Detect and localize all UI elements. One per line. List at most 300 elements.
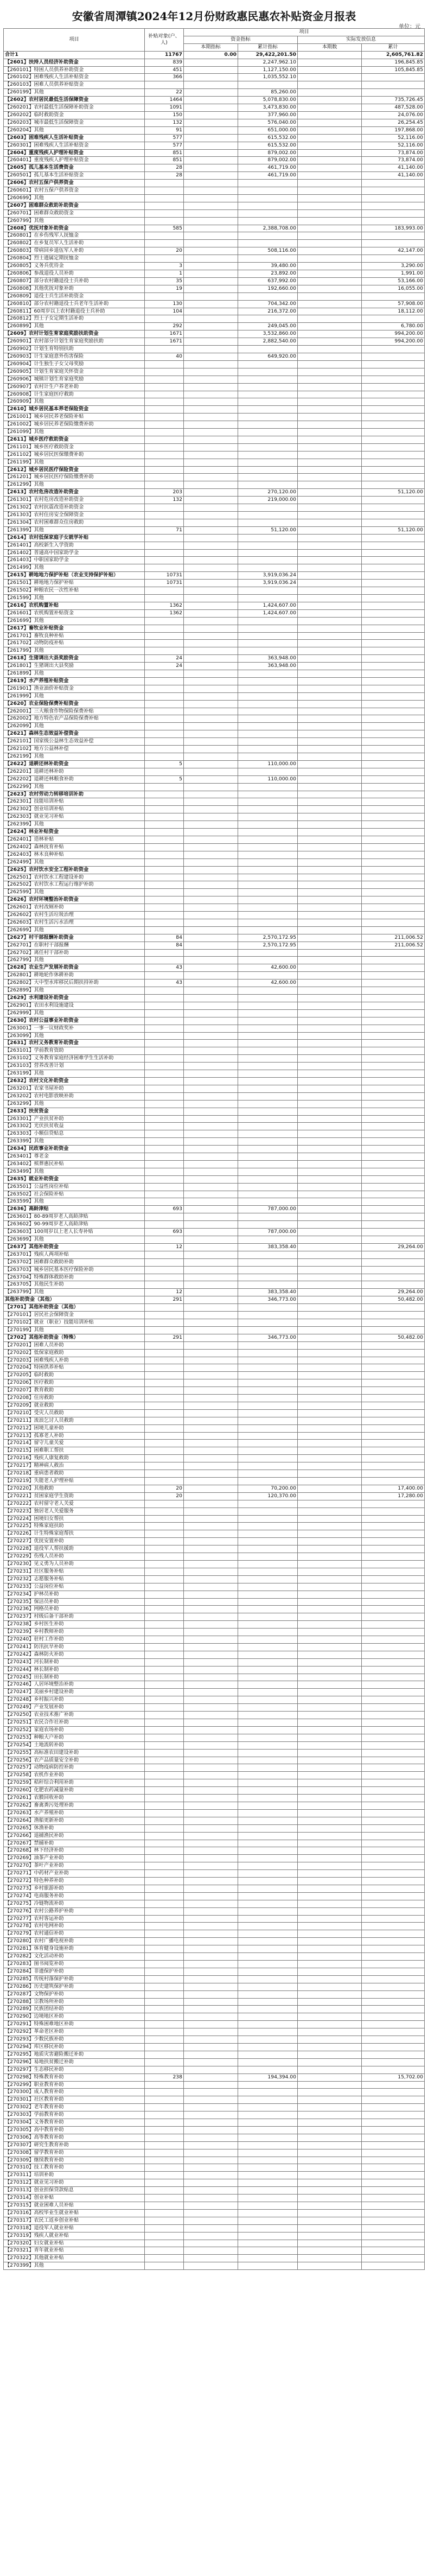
- row-this-issue: [298, 2028, 362, 2036]
- row-this-month: [184, 746, 238, 753]
- table-row: [4, 2255, 425, 2262]
- row-this-issue: [298, 663, 362, 670]
- row-this-issue: [298, 995, 362, 1002]
- row-item: 【270249】产业发展补助: [4, 1704, 145, 1712]
- row-item: 【262901】农田水利设施建设: [4, 1002, 145, 1009]
- table-row: [4, 685, 425, 692]
- row-total: [362, 1281, 425, 1289]
- row-households: [145, 829, 184, 836]
- row-cumulative-plan: [238, 255, 298, 263]
- row-cumulative-plan: [238, 1757, 298, 1764]
- row-this-issue: [298, 1123, 362, 1130]
- row-households: [145, 217, 184, 225]
- row-this-month: [184, 821, 238, 829]
- row-cumulative-plan: [238, 534, 298, 542]
- row-households: [145, 2126, 184, 2134]
- row-item: 【270254】土地流转补助: [4, 1741, 145, 1749]
- row-total: [362, 1553, 425, 1561]
- row-item: 【270305】高中教育补助: [4, 2126, 145, 2134]
- row-total: [362, 1545, 425, 1553]
- table-row: [4, 2089, 425, 2096]
- row-this-month: [184, 1674, 238, 1681]
- row-households: [145, 421, 184, 429]
- row-this-issue: [298, 1470, 362, 1478]
- table-row: [4, 353, 425, 360]
- row-this-month: [184, 1025, 238, 1032]
- row-this-month: [184, 1892, 238, 1900]
- row-item: 【270261】农膜回收补助: [4, 1795, 145, 1802]
- row-this-month: [184, 1968, 238, 1975]
- table-row: [4, 308, 425, 315]
- row-item: 【261499】其他: [4, 564, 145, 572]
- row-this-issue: [298, 300, 362, 308]
- table-row: [4, 1855, 425, 1862]
- row-this-issue: [298, 1055, 362, 1063]
- row-item: 【270288】宗教场所补助: [4, 1998, 145, 2006]
- row-item: 【2626】农村环境整治补助资金: [4, 896, 145, 904]
- row-item: 【270316】高校毕业生就业补贴: [4, 2209, 145, 2217]
- row-households: [145, 1953, 184, 1961]
- row-households: [145, 1364, 184, 1372]
- row-cumulative-plan: [238, 504, 298, 512]
- row-this-month: [184, 949, 238, 957]
- row-this-month: [184, 602, 238, 609]
- row-households: [145, 1319, 184, 1326]
- table-row: [4, 1372, 425, 1379]
- row-item: 【260203】城市最低生活保障资金: [4, 119, 145, 126]
- row-item: 其他补助资金（其他）: [4, 1296, 145, 1304]
- row-this-month: [184, 1990, 238, 1998]
- row-households: [145, 874, 184, 881]
- row-item: 【261601】农机购置补贴资金: [4, 609, 145, 617]
- row-total: [362, 1160, 425, 1168]
- row-households: [145, 1795, 184, 1802]
- row-total: [362, 1658, 425, 1666]
- table-row: [4, 580, 425, 587]
- row-item: 【270238】乡村医生补助: [4, 1621, 145, 1629]
- row-total: [362, 1741, 425, 1749]
- table-row: [4, 760, 425, 768]
- table-row: [4, 919, 425, 926]
- table-row: [4, 1583, 425, 1591]
- row-this-month: [184, 934, 238, 942]
- row-households: [145, 406, 184, 414]
- row-households: 35: [145, 277, 184, 285]
- row-this-issue: [298, 813, 362, 821]
- row-this-month: [184, 2126, 238, 2134]
- row-item: 【260902】计划生育特别扶助: [4, 346, 145, 353]
- row-item: 【2637】其他补助资金: [4, 1243, 145, 1251]
- row-cumulative-plan: 787,000.00: [238, 1229, 298, 1236]
- row-households: [145, 1115, 184, 1123]
- row-households: 1091: [145, 104, 184, 112]
- row-households: [145, 1681, 184, 1689]
- row-total: [362, 1447, 425, 1455]
- row-total: [362, 1424, 425, 1432]
- table-row: [4, 1160, 425, 1168]
- row-households: [145, 843, 184, 851]
- row-total: [362, 1372, 425, 1379]
- row-households: [145, 1998, 184, 2006]
- row-this-month: [184, 791, 238, 798]
- row-this-issue: [298, 406, 362, 414]
- row-total: [362, 1772, 425, 1779]
- row-this-month: [184, 2247, 238, 2255]
- row-item: 【262801】耕地轮作休耕补助: [4, 972, 145, 979]
- table-row: [4, 775, 425, 783]
- row-households: 11767: [145, 51, 184, 59]
- row-item: 【270224】困境妇女帮扶: [4, 1515, 145, 1523]
- row-this-month: [184, 753, 238, 761]
- row-this-month: [184, 1795, 238, 1802]
- row-item: 【270211】流浪乞讨人员救助: [4, 1417, 145, 1424]
- row-this-issue: [298, 2172, 362, 2179]
- row-cumulative-plan: [238, 1341, 298, 1349]
- row-total: [362, 2179, 425, 2187]
- row-cumulative-plan: [238, 2013, 298, 2021]
- table-row: [4, 194, 425, 202]
- row-this-month: [184, 2224, 238, 2232]
- table-row: [4, 1878, 425, 1885]
- row-this-issue: [298, 2036, 362, 2044]
- table-row: [4, 2021, 425, 2028]
- row-total: [362, 2209, 425, 2217]
- row-this-issue: [298, 1025, 362, 1032]
- row-households: [145, 1636, 184, 1644]
- row-households: [145, 1553, 184, 1561]
- table-row: [4, 1568, 425, 1575]
- row-item: 【270295】地质灾害避险搬迁补助: [4, 2051, 145, 2058]
- row-total: [362, 1319, 425, 1326]
- row-this-month: [184, 1478, 238, 1485]
- row-households: 851: [145, 157, 184, 164]
- row-this-month: [184, 677, 238, 685]
- row-this-issue: [298, 2157, 362, 2164]
- table-row: [4, 1070, 425, 1078]
- row-item: 【261001】城乡居民养老保险补贴: [4, 414, 145, 421]
- table-row: [4, 2202, 425, 2210]
- row-item: 【261101】城乡医疗救助资金: [4, 443, 145, 451]
- row-this-issue: [298, 1243, 362, 1251]
- table-row: [4, 1885, 425, 1892]
- row-this-issue: [298, 677, 362, 685]
- row-cumulative-plan: [238, 1523, 298, 1530]
- row-cumulative-plan: [238, 926, 298, 934]
- row-households: [145, 1274, 184, 1281]
- row-households: 1362: [145, 609, 184, 617]
- row-households: [145, 957, 184, 964]
- row-households: [145, 1402, 184, 1409]
- row-total: [362, 904, 425, 912]
- row-this-issue: [298, 791, 362, 798]
- row-cumulative-plan: [238, 1545, 298, 1553]
- row-cumulative-plan: [238, 829, 298, 836]
- row-this-month: [184, 1440, 238, 1447]
- table-row: [4, 180, 425, 187]
- row-item: 【270271】中药材产业补助: [4, 1870, 145, 1878]
- row-this-issue: [298, 89, 362, 97]
- row-households: [145, 1704, 184, 1712]
- row-total: [362, 1809, 425, 1817]
- row-item: 【270220】其他救助: [4, 1485, 145, 1492]
- row-total: [362, 2066, 425, 2073]
- row-households: [145, 1009, 184, 1017]
- row-cumulative-plan: [238, 1734, 298, 1741]
- table-row: [4, 1500, 425, 1508]
- row-this-issue: [298, 2141, 362, 2149]
- table-row: [4, 1130, 425, 1138]
- row-total: [362, 836, 425, 843]
- row-this-issue: [298, 1983, 362, 1990]
- row-total: [362, 474, 425, 481]
- row-item: 【261901】渔业油价补贴资金: [4, 685, 145, 692]
- row-cumulative-plan: 2,570,172.95: [238, 942, 298, 949]
- row-item: 【263101】学前教育资助: [4, 1047, 145, 1055]
- table-row: [4, 1025, 425, 1032]
- row-cumulative-plan: [238, 383, 298, 391]
- row-this-issue: [298, 1606, 362, 1613]
- row-households: [145, 1696, 184, 1704]
- table-row: [4, 821, 425, 829]
- row-item: 【260806】参战退役人员补助: [4, 270, 145, 278]
- row-item: 【270308】留学教育补助: [4, 2149, 145, 2157]
- row-households: [145, 1575, 184, 1583]
- row-item: 【270252】家庭农场补助: [4, 1726, 145, 1734]
- row-households: [145, 1809, 184, 1817]
- row-total: [362, 1040, 425, 1047]
- row-this-issue: [298, 640, 362, 647]
- row-cumulative-plan: [238, 1123, 298, 1130]
- row-total: 51,120.00: [362, 489, 425, 497]
- table-row: [4, 1840, 425, 1847]
- row-this-month: [184, 1840, 238, 1847]
- row-this-month: [184, 1809, 238, 1817]
- row-households: [145, 194, 184, 202]
- row-item: 【270226】计生特殊家庭帮扶: [4, 1530, 145, 1538]
- row-item: 【270270】茶叶产业补助: [4, 1862, 145, 1870]
- row-total: [362, 1146, 425, 1153]
- row-item: 【261599】其他: [4, 594, 145, 602]
- row-households: [145, 1530, 184, 1538]
- row-households: 851: [145, 149, 184, 157]
- row-this-issue: [298, 919, 362, 926]
- row-total: [362, 2104, 425, 2111]
- row-item: 【270294】库区移民补助: [4, 2043, 145, 2051]
- table-row: [4, 1968, 425, 1975]
- row-cumulative-plan: 249,045.00: [238, 323, 298, 330]
- row-item: 【270101】居民社会保障资金: [4, 1312, 145, 1319]
- row-item: 【261201】城乡居民医疗保险缴费补助: [4, 474, 145, 481]
- table-row: [4, 1975, 425, 1983]
- row-cumulative-plan: [238, 2240, 298, 2247]
- row-households: [145, 2255, 184, 2262]
- row-this-issue: [298, 172, 362, 180]
- row-cumulative-plan: [238, 1500, 298, 1508]
- row-cumulative-plan: [238, 1930, 298, 1938]
- row-cumulative-plan: [238, 821, 298, 829]
- row-households: [145, 549, 184, 557]
- row-households: [145, 1349, 184, 1357]
- row-households: 577: [145, 134, 184, 142]
- row-item: 【260905】计划生育家庭关怀资金: [4, 368, 145, 376]
- row-this-month: [184, 1508, 238, 1515]
- row-this-month: [184, 2164, 238, 2172]
- row-this-issue: [298, 1712, 362, 1719]
- row-cumulative-plan: [238, 1432, 298, 1440]
- row-item: 【270274】电商服务补助: [4, 1892, 145, 1900]
- row-this-month: [184, 142, 238, 149]
- row-total: [362, 1387, 425, 1395]
- row-households: [145, 919, 184, 926]
- row-this-issue: [298, 2043, 362, 2051]
- row-cumulative-plan: 39,480.00: [238, 263, 298, 270]
- row-item: 【2628】农业生产发展补助资金: [4, 964, 145, 972]
- row-households: [145, 376, 184, 383]
- row-total: [362, 919, 425, 926]
- row-cumulative-plan: [238, 1470, 298, 1478]
- row-households: [145, 1417, 184, 1424]
- row-cumulative-plan: [238, 1689, 298, 1696]
- row-households: [145, 987, 184, 995]
- row-cumulative-plan: [238, 414, 298, 421]
- row-cumulative-plan: [238, 1160, 298, 1168]
- row-this-issue: [298, 1568, 362, 1575]
- row-item: 【261801】生猪调出大县奖励: [4, 663, 145, 670]
- row-item: 【270281】体育健身设施补助: [4, 1945, 145, 1953]
- row-households: [145, 2217, 184, 2224]
- row-this-issue: [298, 2066, 362, 2073]
- row-total: [362, 1764, 425, 1772]
- row-item: 【261401】高校新生入学资助: [4, 542, 145, 549]
- row-item: 【260906】城镇计划生育家庭奖励: [4, 376, 145, 383]
- table-row: [4, 406, 425, 414]
- row-item: 【2610】城乡居民基本养老保险资金: [4, 406, 145, 414]
- row-this-month: [184, 111, 238, 119]
- row-this-issue: [298, 1591, 362, 1598]
- row-item: 【262601】农村改厕补助: [4, 904, 145, 912]
- row-cumulative-plan: [238, 851, 298, 858]
- table-row: [4, 1470, 425, 1478]
- row-item: 【270225】特殊家庭扶助: [4, 1523, 145, 1530]
- row-cumulative-plan: [238, 746, 298, 753]
- row-total: [362, 1530, 425, 1538]
- row-this-issue: [298, 1658, 362, 1666]
- row-total: [362, 1606, 425, 1613]
- row-cumulative-plan: [238, 1621, 298, 1629]
- row-this-month: [184, 723, 238, 730]
- row-this-month: [184, 1130, 238, 1138]
- row-this-issue: [298, 896, 362, 904]
- row-total: 52,116.00: [362, 134, 425, 142]
- row-cumulative-plan: [238, 1070, 298, 1078]
- row-this-month: [184, 308, 238, 315]
- row-item: 【263704】特殊群体救助补助: [4, 1274, 145, 1281]
- row-cumulative-plan: [238, 2051, 298, 2058]
- row-total: [362, 1983, 425, 1990]
- row-households: [145, 2247, 184, 2255]
- row-item: 【270315】就业困难人员补贴: [4, 2202, 145, 2210]
- row-households: [145, 2240, 184, 2247]
- row-this-month: [184, 2172, 238, 2179]
- row-this-issue: [298, 360, 362, 368]
- row-cumulative-plan: [238, 1319, 298, 1326]
- table-row: [4, 1847, 425, 1855]
- table-row: [4, 142, 425, 149]
- table-row: [4, 1961, 425, 1968]
- row-households: 12: [145, 1243, 184, 1251]
- row-total: [362, 647, 425, 655]
- row-this-issue: [298, 1855, 362, 1862]
- table-row: [4, 481, 425, 489]
- row-item: 【270213】孤寡老人补助: [4, 1432, 145, 1440]
- row-this-issue: [298, 157, 362, 164]
- row-households: [145, 2232, 184, 2240]
- row-item: 【270280】农村广播电视补助: [4, 1938, 145, 1945]
- row-total: [362, 1009, 425, 1017]
- row-households: 20: [145, 247, 184, 255]
- row-households: [145, 1447, 184, 1455]
- row-total: 735,726.45: [362, 97, 425, 104]
- row-households: 1: [145, 270, 184, 278]
- row-total: [362, 663, 425, 670]
- row-this-month: [184, 587, 238, 595]
- row-cumulative-plan: [238, 972, 298, 979]
- table-row: [4, 632, 425, 640]
- row-this-issue: [298, 1357, 362, 1364]
- table-row: [4, 1153, 425, 1161]
- row-this-month: [184, 2141, 238, 2149]
- row-item: 【260907】农村计生户养老补助: [4, 383, 145, 391]
- row-households: [145, 1077, 184, 1085]
- row-this-issue: [298, 685, 362, 692]
- row-item: 【263401】尊老金: [4, 1153, 145, 1161]
- row-this-issue: [298, 1508, 362, 1515]
- row-cumulative-plan: [238, 1560, 298, 1568]
- row-this-month: [184, 1772, 238, 1779]
- row-this-month: [184, 391, 238, 398]
- row-this-month: [184, 1900, 238, 1907]
- row-item: 【270246】人居环境整治补助: [4, 1681, 145, 1689]
- row-cumulative-plan: [238, 1802, 298, 1809]
- row-households: [145, 1213, 184, 1221]
- row-this-issue: [298, 2104, 362, 2111]
- row-households: [145, 2262, 184, 2270]
- row-total: [362, 987, 425, 995]
- row-households: [145, 1266, 184, 1274]
- row-this-month: [184, 1168, 238, 1175]
- row-total: [362, 1070, 425, 1078]
- row-this-issue: [298, 1379, 362, 1387]
- row-this-issue: [298, 1485, 362, 1492]
- table-row: [4, 1749, 425, 1757]
- row-total: [362, 2006, 425, 2013]
- row-households: [145, 1749, 184, 1757]
- row-cumulative-plan: [238, 1658, 298, 1666]
- row-this-month: [184, 1462, 238, 1470]
- row-this-issue: [298, 1296, 362, 1304]
- table-row: [4, 1643, 425, 1651]
- row-households: 22: [145, 89, 184, 97]
- row-this-issue: [298, 1643, 362, 1651]
- table-row: [4, 1213, 425, 1221]
- table-row: [4, 300, 425, 308]
- row-this-issue: [298, 1900, 362, 1907]
- row-total: [362, 81, 425, 89]
- row-cumulative-plan: [238, 995, 298, 1002]
- row-cumulative-plan: [238, 1666, 298, 1674]
- table-row: [4, 806, 425, 813]
- row-this-issue: [298, 858, 362, 866]
